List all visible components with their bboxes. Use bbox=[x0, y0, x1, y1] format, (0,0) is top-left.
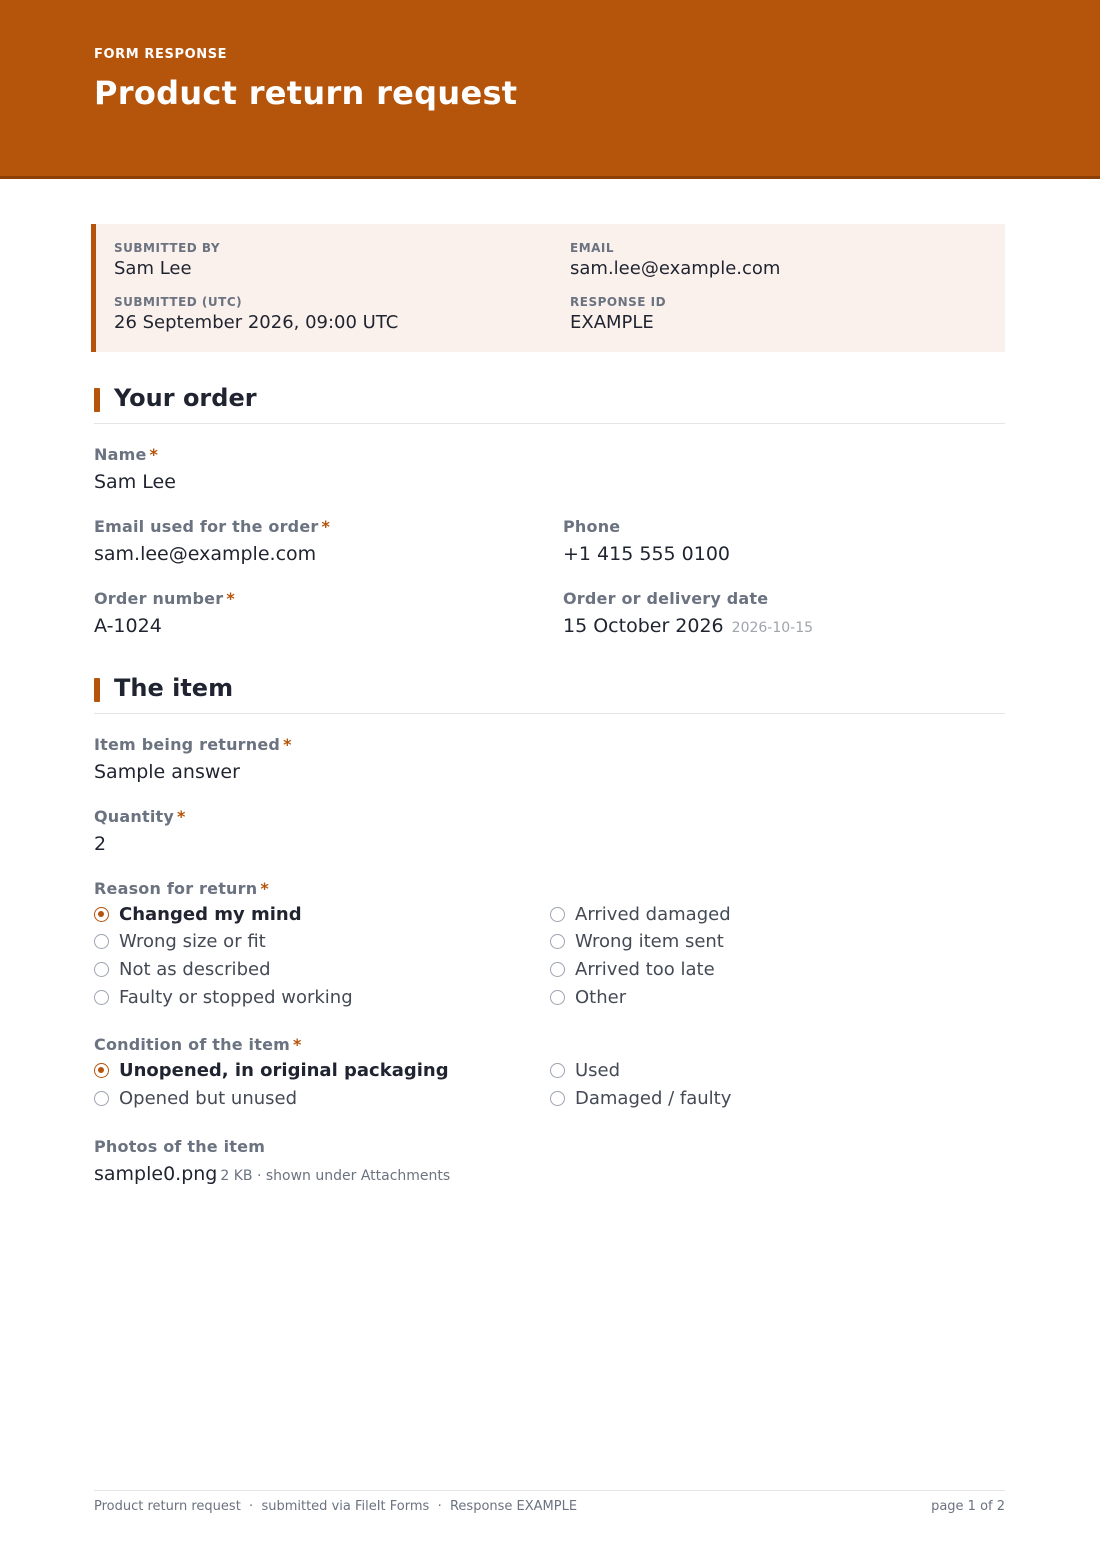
response-id bbox=[570, 295, 666, 333]
field-label: Name * bbox=[94, 445, 159, 464]
attachment-filename: sample0.png bbox=[94, 1163, 218, 1185]
required-mark: * bbox=[149, 445, 159, 464]
radio-empty-icon bbox=[550, 1063, 565, 1078]
footer-text: Product return request · submitted via FileIt Forms · Response EXAMPLE bbox=[94, 1499, 578, 1514]
field-item bbox=[94, 735, 292, 783]
section-accent-bar bbox=[94, 678, 100, 702]
submitted-utc-value: 26 September 2026, 09:00 UTC bbox=[114, 312, 399, 333]
required-mark: * bbox=[283, 735, 292, 754]
required-mark: * bbox=[293, 1035, 302, 1054]
field-photos bbox=[94, 1137, 450, 1185]
condition-option: Damaged / faulty bbox=[550, 1088, 731, 1109]
condition-option: Opened but unused bbox=[94, 1088, 297, 1109]
field-reason bbox=[94, 879, 269, 898]
field-label: Item being returned * bbox=[94, 735, 292, 754]
field-value: +1 415 555 0100 bbox=[563, 543, 731, 565]
section-title: Your order bbox=[114, 384, 257, 412]
iso-date: 2026-10-15 bbox=[731, 620, 814, 636]
field-name bbox=[94, 445, 176, 493]
email-value: sam.lee@example.com bbox=[570, 258, 781, 279]
section-the-item bbox=[94, 674, 1005, 714]
radio-selected-icon bbox=[94, 907, 109, 922]
field-label: Reason for return * bbox=[94, 879, 269, 898]
response-id-value: EXAMPLE bbox=[570, 312, 654, 333]
field-label: Photos of the item bbox=[94, 1137, 266, 1156]
radio-empty-icon bbox=[94, 934, 109, 949]
field-label: Order or delivery date bbox=[563, 589, 769, 608]
condition-option: Unopened, in original packaging bbox=[94, 1060, 449, 1081]
field-value: Sample answer bbox=[94, 761, 240, 783]
page-footer bbox=[94, 1490, 1005, 1514]
field-value: sam.lee@example.com bbox=[94, 543, 317, 565]
submitted-by-label: SUBMITTED BY bbox=[114, 241, 221, 255]
field-label: Phone bbox=[563, 517, 621, 536]
submitted-by bbox=[114, 241, 220, 279]
field-value: Sam Lee bbox=[94, 471, 176, 493]
submitted-time bbox=[114, 295, 398, 333]
required-mark: * bbox=[177, 807, 186, 826]
field-label: Quantity * bbox=[94, 807, 186, 826]
required-mark: * bbox=[260, 879, 269, 898]
email-label: EMAIL bbox=[570, 241, 615, 255]
radio-selected-icon bbox=[94, 1063, 109, 1078]
reason-option: Faulty or stopped working bbox=[94, 987, 353, 1008]
page-title: Product return request bbox=[94, 74, 518, 112]
radio-empty-icon bbox=[550, 962, 565, 977]
field-label: Order number * bbox=[94, 589, 235, 608]
field-quantity bbox=[94, 807, 186, 855]
form-header bbox=[0, 0, 1100, 179]
radio-empty-icon bbox=[550, 1091, 565, 1106]
field-value bbox=[94, 1163, 450, 1185]
radio-empty-icon bbox=[94, 990, 109, 1005]
reason-option: Wrong size or fit bbox=[94, 931, 266, 952]
radio-empty-icon bbox=[550, 990, 565, 1005]
field-value: 15 October 2026 2026-10-15 bbox=[563, 615, 814, 637]
reason-option: Changed my mind bbox=[94, 904, 302, 925]
page-number: page 1 of 2 bbox=[931, 1499, 1005, 1514]
radio-empty-icon bbox=[94, 962, 109, 977]
field-value: 2 bbox=[94, 833, 107, 855]
field-condition bbox=[94, 1035, 302, 1054]
section-accent-bar bbox=[94, 388, 100, 412]
field-value: A-1024 bbox=[94, 615, 162, 637]
condition-option: Used bbox=[550, 1060, 620, 1081]
submitted-by-value: Sam Lee bbox=[114, 258, 192, 279]
reason-option: Other bbox=[550, 987, 626, 1008]
section-your-order bbox=[94, 384, 1005, 424]
reason-option: Wrong item sent bbox=[550, 931, 724, 952]
attachment-meta: 2 KB · shown under Attachments bbox=[220, 1168, 451, 1184]
header-kicker: FORM RESPONSE bbox=[94, 47, 228, 62]
field-order-number bbox=[94, 589, 235, 637]
required-mark: * bbox=[321, 517, 331, 536]
submitted-utc-label: SUBMITTED (UTC) bbox=[114, 295, 243, 309]
field-label: Condition of the item * bbox=[94, 1035, 302, 1054]
field-label: Email used for the order * bbox=[94, 517, 331, 536]
field-order-date bbox=[563, 589, 813, 637]
submitter-email bbox=[570, 241, 780, 279]
submission-meta bbox=[91, 224, 1005, 352]
radio-empty-icon bbox=[550, 934, 565, 949]
reason-option: Arrived too late bbox=[550, 959, 715, 980]
field-order-email bbox=[94, 517, 330, 565]
required-mark: * bbox=[226, 589, 235, 608]
response-id-label: RESPONSE ID bbox=[570, 295, 667, 309]
radio-empty-icon bbox=[550, 907, 565, 922]
field-phone bbox=[563, 517, 730, 565]
section-title: The item bbox=[114, 674, 234, 702]
radio-empty-icon bbox=[94, 1091, 109, 1106]
reason-option: Not as described bbox=[94, 959, 271, 980]
reason-option: Arrived damaged bbox=[550, 904, 731, 925]
